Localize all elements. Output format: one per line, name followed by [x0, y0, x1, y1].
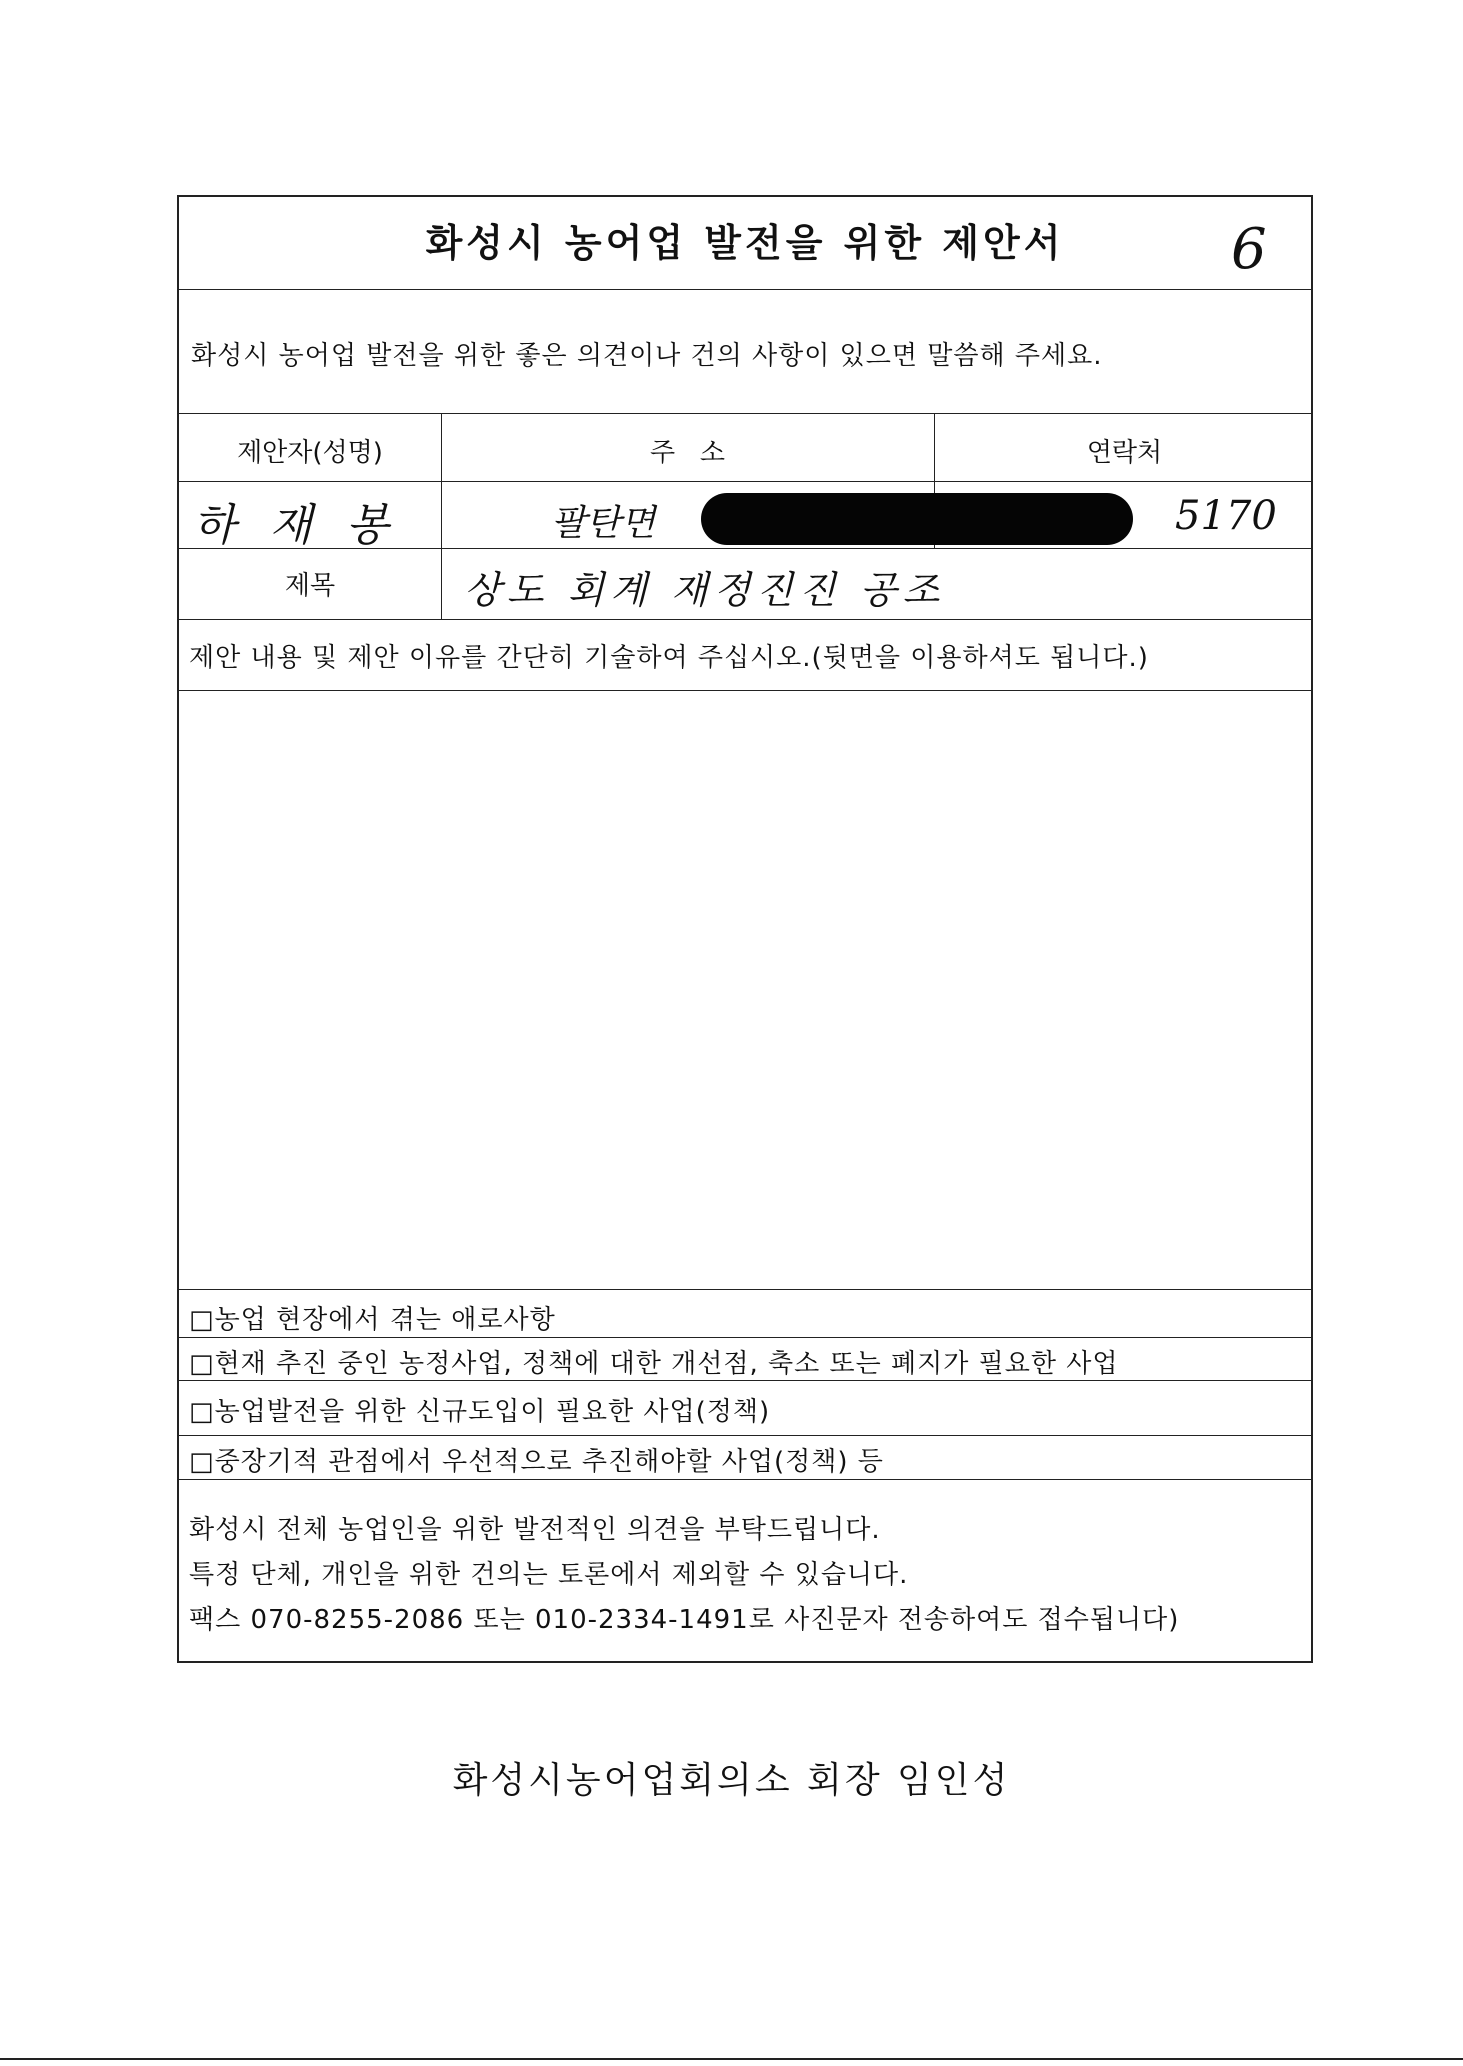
signature-line: 화성시농어업회의소 회장 임인성	[452, 1760, 1011, 1801]
intro-text: 화성시 농어업 발전을 위한 좋은 의견이나 건의 사항이 있으면 말씀해 주세요.	[191, 341, 1103, 371]
checklist-item: □중장기적 관점에서 우선적으로 추진해야할 사업(정책) 등	[189, 1447, 884, 1477]
checklist-item: □현재 추진 중인 농정사업, 정책에 대한 개선점, 축소 또는 폐지가 필요한 사업	[189, 1349, 1119, 1379]
content-instruction: 제안 내용 및 제안 이유를 간단히 기술하여 주십시오.(뒷면을 이용하셔도 됩니다.)	[189, 643, 1149, 673]
checklist-item: □농업 현장에서 겪는 애로사항	[189, 1305, 556, 1335]
proposer-header: 제안자(성명)	[237, 438, 383, 468]
address-header: 주 소	[649, 438, 726, 468]
divider	[179, 1479, 1311, 1480]
divider	[179, 481, 1311, 482]
subject-label: 제목	[284, 571, 336, 601]
note-line: 화성시 전체 농업인을 위한 발전적인 의견을 부탁드립니다.	[189, 1515, 881, 1545]
divider	[179, 548, 1311, 549]
handwritten-page-number: 6	[1231, 217, 1267, 282]
divider	[179, 1289, 1311, 1290]
divider	[179, 1380, 1311, 1381]
divider	[179, 413, 1311, 414]
divider	[179, 289, 1311, 290]
proposer-name-handwritten: 하 재 봉	[193, 500, 399, 551]
proposal-form	[177, 195, 1313, 1663]
checklist-item: □농업발전을 위한 신규도입이 필요한 사업(정책)	[189, 1397, 771, 1427]
address-handwritten: 팔탄면	[551, 503, 656, 544]
divider	[179, 1435, 1311, 1436]
contact-handwritten: 5170	[1175, 493, 1277, 539]
form-title: 화성시 농어업 발전을 위한 제안서	[425, 221, 1065, 265]
page-bottom-edge	[0, 2058, 1463, 2060]
note-line: 특정 단체, 개인을 위한 건의는 토론에서 제외할 수 있습니다.	[189, 1560, 909, 1590]
content-area	[179, 691, 1311, 1289]
subject-handwritten: 상도 회계 재정진진 공조	[464, 568, 946, 612]
redaction-mark	[701, 493, 1133, 545]
note-line: 팩스 070-8255-2086 또는 010-2334-1491로 사진문자 전송하여도 접수됩니다)	[189, 1605, 1180, 1635]
contact-header: 연락처	[1086, 438, 1163, 468]
divider	[179, 619, 1311, 620]
divider	[179, 1337, 1311, 1338]
